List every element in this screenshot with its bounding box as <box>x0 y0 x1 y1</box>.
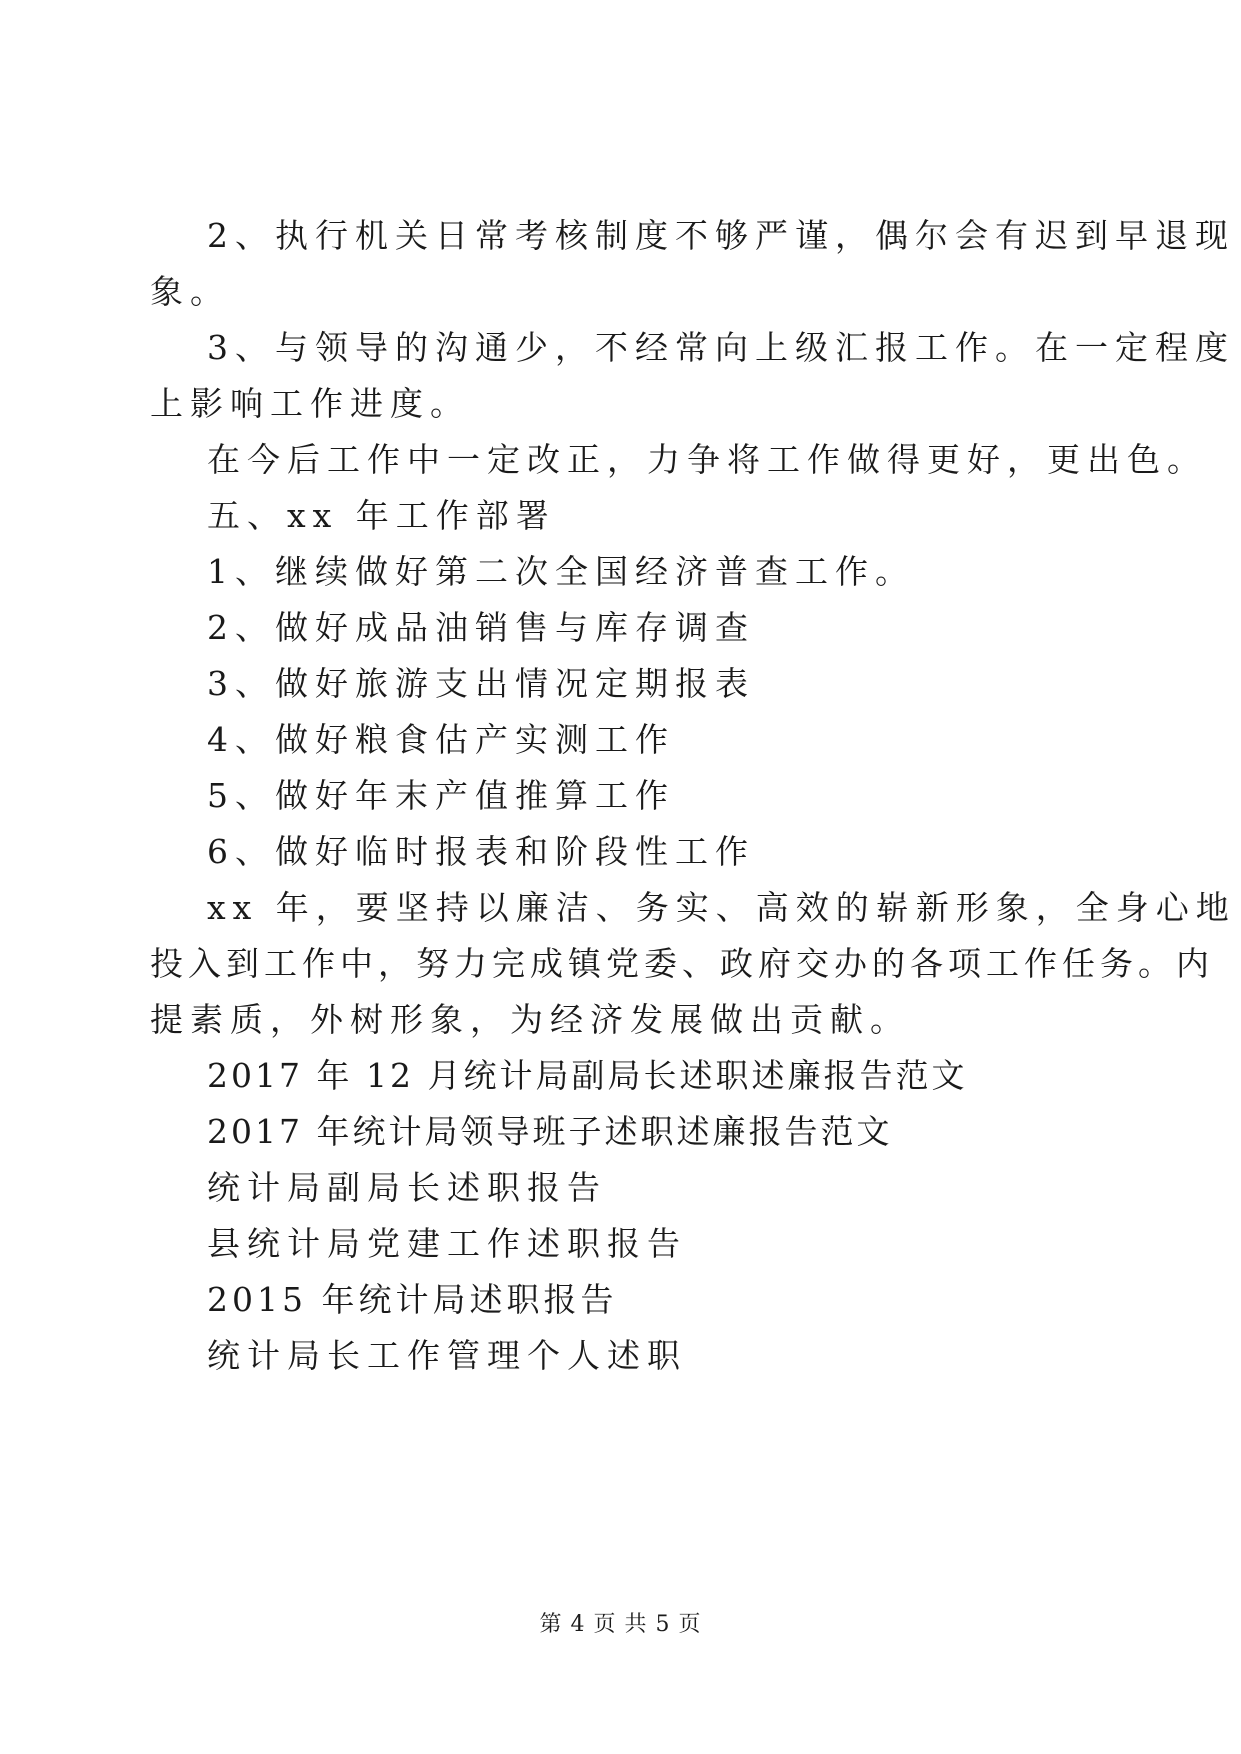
list-item: 6、做好临时报表和阶段性工作 <box>207 832 755 871</box>
paragraph-line: 在今后工作中一定改正，力争将工作做得更好，更出色。 <box>207 440 1207 479</box>
paragraph-line: 上影响工作进度。 <box>150 384 470 423</box>
paragraph-line: 3、与领导的沟通少，不经常向上级汇报工作。在一定程度 <box>207 328 1235 367</box>
related-link[interactable]: 县统计局党建工作述职报告 <box>207 1224 687 1263</box>
section-heading: 五、xx 年工作部署 <box>207 496 556 535</box>
list-item: 3、做好旅游支出情况定期报表 <box>207 664 755 703</box>
list-item: 4、做好粮食估产实测工作 <box>207 720 675 759</box>
paragraph-line: 象。 <box>150 272 230 311</box>
paragraph-line: 2、执行机关日常考核制度不够严谨，偶尔会有迟到早退现 <box>207 216 1235 255</box>
paragraph-line: 提素质，外树形象，为经济发展做出贡献。 <box>150 1000 910 1039</box>
list-item: 2、做好成品油销售与库存调查 <box>207 608 755 647</box>
page-footer: 第 4 页 共 5 页 <box>539 1612 702 1637</box>
list-item: 5、做好年末产值推算工作 <box>207 776 675 815</box>
related-link[interactable]: 统计局副局长述职报告 <box>207 1168 607 1207</box>
related-link[interactable]: 2015 年统计局述职报告 <box>207 1280 618 1319</box>
paragraph-line: 投入到工作中，努力完成镇党委、政府交办的各项工作任务。内 <box>150 944 1214 983</box>
related-link[interactable]: 2017 年 12 月统计局副局长述职述廉报告范文 <box>207 1056 968 1095</box>
list-item: 1、继续做好第二次全国经济普查工作。 <box>207 552 915 591</box>
paragraph-line: xx 年，要坚持以廉洁、务实、高效的崭新形象，全身心地 <box>207 888 1236 927</box>
related-link[interactable]: 2017 年统计局领导班子述职述廉报告范文 <box>207 1112 893 1151</box>
related-link[interactable]: 统计局长工作管理个人述职 <box>207 1336 687 1375</box>
